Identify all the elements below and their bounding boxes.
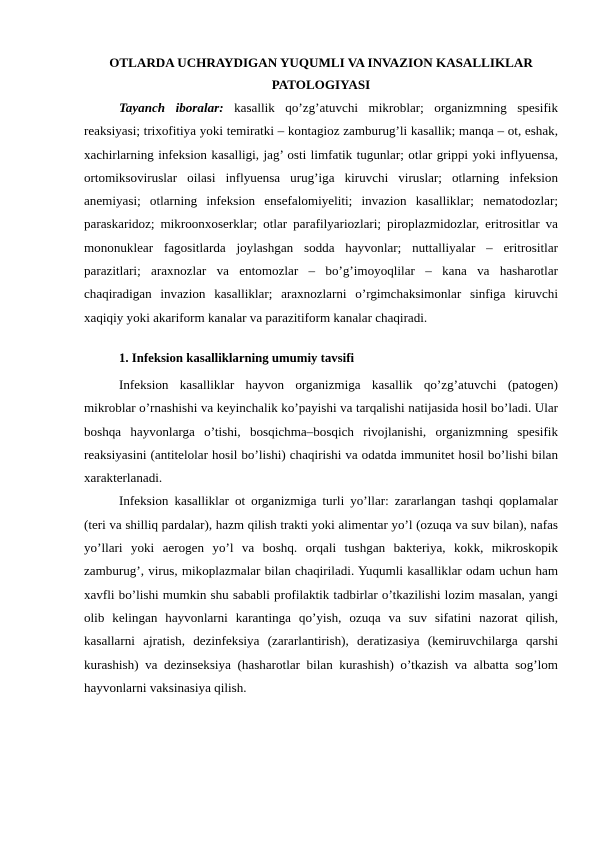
section-heading: 1. Infeksion kasalliklarning umumiy tavsifi [119, 350, 355, 365]
body-paragraph-1: Infeksion kasalliklar hayvon organizmiga kasallik qo’zg’atuvchi (patogen) mikroblar o’rnashishi va keyinchalik ko’payishi va tarqalishi natijasida hosil bo’ladi. Ular boshqa hayvonlarga o’tishi, bosqichma–bosqich rivojlanishi, organizmning spesifik reaksiyasini (antitelolar hosil bo’lishi) chaqirishi va odatda immunitet hosil bo’lishi bilan xarakterlanadi. [84, 376, 558, 486]
title-line-1: OTLARDA UCHRAYDIGAN YUQUMLI VA INVAZION KASALLIKLAR [109, 55, 533, 70]
document-title [84, 52, 558, 96]
keywords-label: Tayanch iboralar: [119, 100, 224, 115]
keywords-text: kasallik qo’zg’atuvchi mikroblar; organizmning spesifik reaksiyasi; trixofitiya yoki temiratki – kontagioz zamburug’li kasallik; manqa – ot, eshak, xachirlarning infeksion kasalligi, jag’ osti limfatik tugunlar; otlar grippi yoki inflyuensa, ortomiksoviruslar oilasi inflyuensa urug’iga kiruvchi viruslar; otlarning infeksion anemiyasi; otlarning infeksion ensefalomiyeliti; invazion kasalliklar; nematodozlar; paraskaridoz; mikroonxoserklar; otlar parafilyariozlari; piroplazmidozlar, eritrositlar va mononuklear fagositlarda joylashgan sodda hayvonlar; nuttalliyalar – eritrositlar parazitlari; araxnozlar va entomozlar – bo’g’imoyoqlilar – kana va hasharotlar chaqiradigan invazion kasalliklar; araxnozlarni o’rgimchaksimonlar sinfiga kiruvchi xaqiqiy yoki akariform kanalar va parazitiform kanalar chaqiradi. [84, 100, 558, 325]
keywords-paragraph [84, 96, 558, 329]
title-line-2: PATOLOGIYASI [271, 77, 371, 92]
body-paragraph-2: Infeksion kasalliklar ot organizmiga turli yo’llar: zararlangan tashqi qoplamalar (teri va shilliq pardalar), hazm qilish trakti yoki alimentar yo’l (ozuqa va suv bilan), nafas yo’llari yoki aerogen yo’l va boshq. orqali tushgan bakteriya, kokk, mikroskopik zamburug’, virus, mikoplazmalar bilan chaqiriladi. Yuqumli kasalliklar odam uchun ham xavfli bo’lishi mumkin shu sababli profilaktik tadbirlar o’tkazilishi lozim masalan, yangi olib kelingan hayvonlarni karantinga qo’yish, ozuqa va suv sifatini nazorat qilish, kasallarni ajratish, dezinfeksiya (zararlantirish), deratizasiya (kemiruvchilarga qarshi kurashish) va dezinseksiya (hasharotlar bilan kurashish) o’tkazish va albatta sog’lom hayvonlarni vaksinasiya qilish. [84, 493, 558, 695]
